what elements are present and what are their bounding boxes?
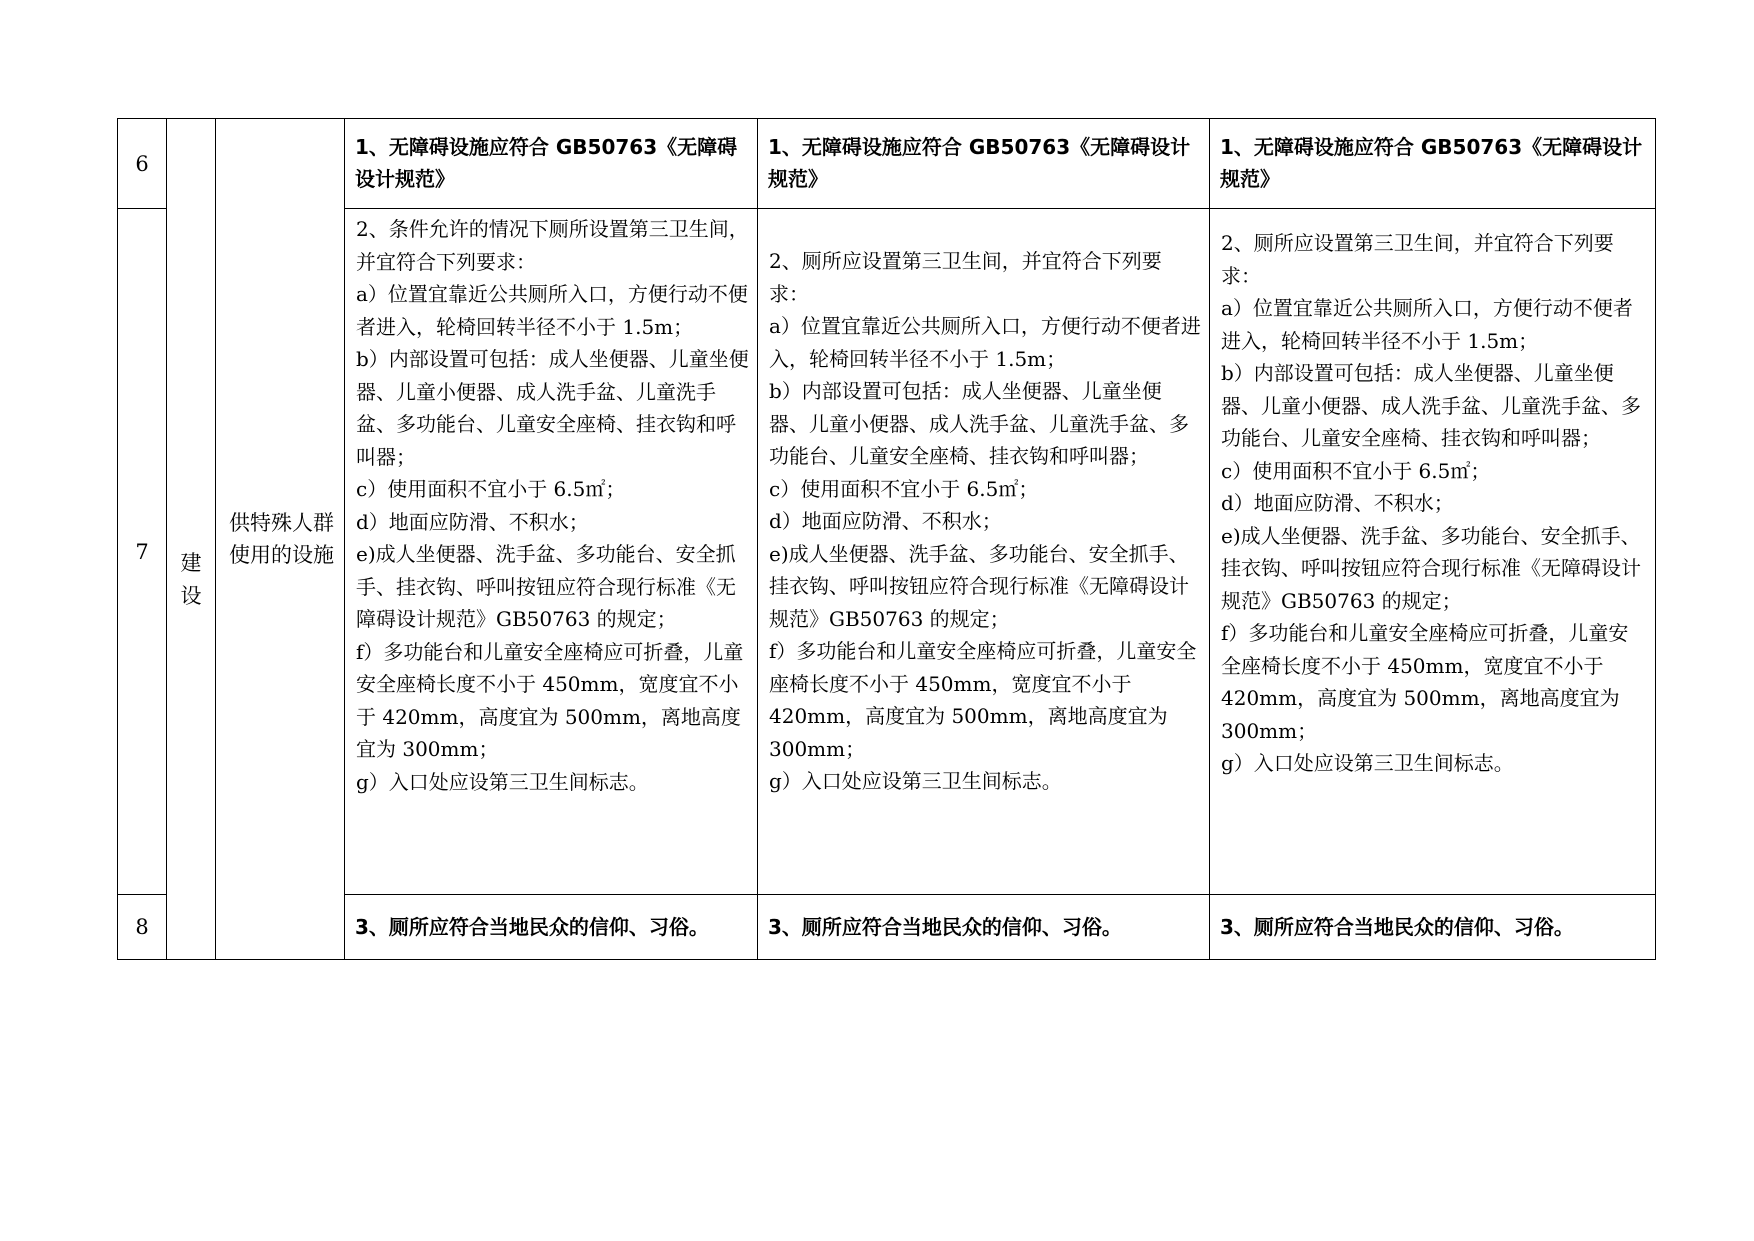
col-a-line-6: e)成人坐便器、洗手盆、多功能台、安全抓手、挂衣钩、呼叫按钮应符合现行标准《无障碍设计规范》GB50763 的规定； bbox=[356, 542, 736, 631]
row6-col-c: 1、无障碍设施应符合 GB50763《无障碍设计规范》 bbox=[1210, 119, 1656, 209]
col-c-line-6: e)成人坐便器、洗手盆、多功能台、安全抓手、挂衣钩、呼叫按钮应符合现行标准《无障碍设计规范》GB50763 的规定； bbox=[1221, 523, 1641, 613]
col-b-line-1: 2、厕所应设置第三卫生间，并宜符合下列要求： bbox=[769, 249, 1162, 306]
row-number-6: 6 bbox=[118, 119, 167, 209]
col-c-line-5: d）地面应防滑、不积水； bbox=[1221, 491, 1454, 515]
col-a-line-4: c）使用面积不宜小于 6.5㎡； bbox=[356, 477, 626, 501]
col-b-line-3: b）内部设置可包括：成人坐便器、儿童坐便器、儿童小便器、成人洗手盆、儿童洗手盆、多功能台、儿童安全座椅、挂衣钩和呼叫器； bbox=[769, 379, 1189, 468]
row6-col-a: 1、无障碍设施应符合 GB50763《无障碍设计规范》 bbox=[345, 119, 758, 209]
row6-col-b: 1、无障碍设施应符合 GB50763《无障碍设计规范》 bbox=[758, 119, 1210, 209]
row8-col-b: 3、厕所应符合当地民众的信仰、习俗。 bbox=[758, 895, 1210, 960]
col-a-line-1: 2、条件允许的情况下厕所设置第三卫生间，并宜符合下列要求： bbox=[356, 217, 749, 274]
row7-col-b bbox=[758, 209, 1210, 895]
table-row-7 bbox=[118, 209, 1656, 895]
col-b-line-5: d）地面应防滑、不积水； bbox=[769, 509, 1002, 533]
col-b-line-7: f）多功能台和儿童安全座椅应可折叠，儿童安全座椅长度不小于 450mm，宽度宜不小于 420mm，高度宜为 500mm，离地高度宜为 300mm； bbox=[769, 639, 1197, 761]
col-a-line-7: f）多功能台和儿童安全座椅应可折叠，儿童安全座椅长度不小于 450mm，宽度宜不小于 420mm，高度宜为 500mm，离地高度宜为 300mm； bbox=[356, 639, 744, 761]
col-a-line-2: a）位置宜靠近公共厕所入口，方便行动不便者进入，轮椅回转半径不小于 1.5m； bbox=[356, 282, 748, 339]
row8-col-c: 3、厕所应符合当地民众的信仰、习俗。 bbox=[1210, 895, 1656, 960]
col-b-line-4: c）使用面积不宜小于 6.5㎡； bbox=[769, 476, 1039, 501]
col-b-line-8: g）入口处应设第三卫生间标志。 bbox=[769, 769, 1062, 793]
col-c-line-4: c）使用面积不宜小于 6.5㎡； bbox=[1221, 458, 1491, 483]
row8-col-a: 3、厕所应符合当地民众的信仰、习俗。 bbox=[345, 895, 758, 960]
category-label: 建设 bbox=[180, 551, 202, 608]
category-cell bbox=[167, 119, 216, 960]
table-row-8 bbox=[118, 895, 1656, 960]
row-number-8: 8 bbox=[118, 895, 167, 960]
col-a-line-3: b）内部设置可包括：成人坐便器、儿童坐便器、儿童小便器、成人洗手盆、儿童洗手盆、多功能台、儿童安全座椅、挂衣钩和呼叫器； bbox=[356, 347, 749, 469]
col-c-line-8: g）入口处应设第三卫生间标志。 bbox=[1221, 751, 1514, 775]
col-c-line-7: f）多功能台和儿童安全座椅应可折叠，儿童安全座椅长度不小于 450mm，宽度宜不小于 420mm，高度宜为 500mm，离地高度宜为 300mm； bbox=[1221, 621, 1629, 743]
col-c-line-2: a）位置宜靠近公共厕所入口，方便行动不便者进入，轮椅回转半径不小于 1.5m； bbox=[1221, 296, 1633, 353]
row7-col-c bbox=[1210, 209, 1656, 895]
subcategory-cell bbox=[216, 119, 345, 960]
col-b-line-6: e)成人坐便器、洗手盆、多功能台、安全抓手、挂衣钩、呼叫按钮应符合现行标准《无障碍设计规范》GB50763 的规定； bbox=[769, 541, 1189, 631]
standards-table bbox=[117, 118, 1656, 960]
col-c-line-1: 2、厕所应设置第三卫生间，并宜符合下列要求： bbox=[1221, 231, 1614, 288]
row-number-7: 7 bbox=[118, 209, 167, 895]
subcategory-label: 供特殊人群使用的设施 bbox=[229, 511, 334, 567]
table-row-6 bbox=[118, 119, 1656, 209]
col-b-line-2: a）位置宜靠近公共厕所入口，方便行动不便者进入，轮椅回转半径不小于 1.5m； bbox=[769, 314, 1201, 371]
col-c-line-3: b）内部设置可包括：成人坐便器、儿童坐便器、儿童小便器、成人洗手盆、儿童洗手盆、多功能台、儿童安全座椅、挂衣钩和呼叫器； bbox=[1221, 361, 1641, 450]
col-a-line-8: g）入口处应设第三卫生间标志。 bbox=[356, 769, 649, 794]
row7-col-a bbox=[345, 209, 758, 895]
col-a-line-5: d）地面应防滑、不积水； bbox=[356, 509, 589, 534]
